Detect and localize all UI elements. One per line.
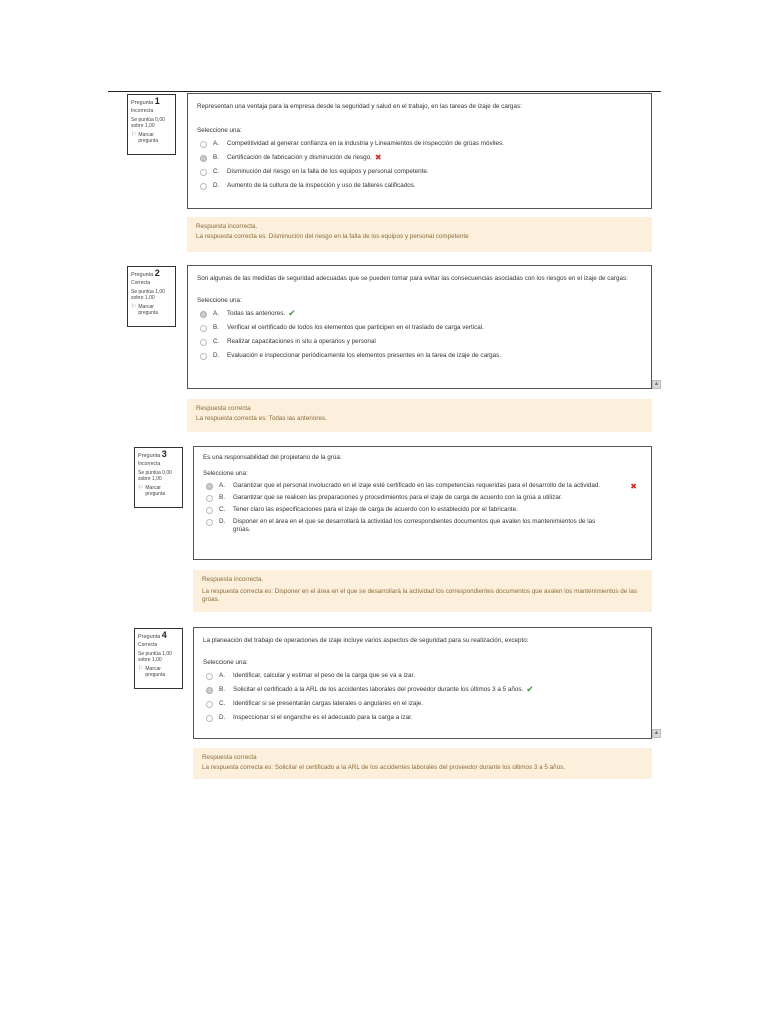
feedback-box: [187, 217, 652, 252]
answer-option[interactable]: [197, 321, 642, 335]
radio-button[interactable]: [200, 325, 207, 332]
flag-icon: ⚐: [138, 485, 144, 491]
flag-label: Marcar pregunta: [138, 304, 159, 316]
answer-options: [203, 480, 637, 536]
question-state: Incorrecta: [131, 108, 154, 114]
feedback-text: La respuesta correcta es: Disponer en el área en el que se desarrollará la actividad los correspondientes documentos que avalen los mantenimientos de las grúas.: [202, 588, 638, 603]
answer-option[interactable]: [197, 165, 642, 179]
option-text: Todas las anteriores.: [227, 310, 286, 317]
option-letter: A.: [219, 672, 225, 679]
feedback-title: Respuesta incorrecta.: [202, 576, 264, 583]
answer-options: [203, 669, 642, 725]
option-text: Garantizar que se realicen las preparaciones y procedimientos para el izaje de carga de acuerdo con la grúa a utilizar.: [233, 494, 563, 501]
answer-option[interactable]: [203, 683, 642, 697]
answer-prompt: Seleccione una:: [203, 470, 248, 477]
question-text: La planeación del trabajo de operaciones de izaje incluye varios aspectos de seguridad para su realización, excepto:: [203, 637, 529, 644]
radio-button[interactable]: [206, 507, 213, 514]
radio-button[interactable]: [200, 169, 207, 176]
top-divider: [108, 91, 661, 92]
answer-option[interactable]: [197, 151, 642, 165]
flag-question-button[interactable]: [131, 132, 172, 144]
feedback-text: La respuesta correcta es: Todas las anteriores.: [196, 415, 327, 422]
answer-options: [197, 137, 642, 193]
option-text: Evaluación e inspeccionar periódicamente los elementos presentes en la tarea de izaje de cargas.: [227, 352, 502, 359]
radio-button[interactable]: [200, 353, 207, 360]
question-grade: Se puntúa 1,00 sobre 1,00: [138, 651, 172, 663]
radio-button[interactable]: [206, 519, 213, 526]
option-text: Disponer en el área en el que se desarrollará la actividad los correspondientes documentos que avalen los mantenimientos de las grúas.: [233, 518, 596, 533]
flag-label: Marcar pregunta: [138, 132, 159, 144]
question-content: [187, 93, 652, 209]
option-text: Competitividad al generar confianza en la industria y Lineamientos de inspección de grúas móviles.: [227, 140, 504, 147]
question-content: [193, 627, 652, 739]
option-letter: B.: [219, 686, 225, 693]
option-letter: A.: [213, 310, 219, 317]
radio-button-selected[interactable]: [206, 687, 213, 694]
answer-option[interactable]: [197, 335, 642, 349]
option-text: Identificar, calcular y estimar el peso de la carga que se va a izar.: [233, 672, 416, 679]
feedback-title: Respuesta correcta: [202, 754, 257, 761]
option-letter: B.: [219, 494, 225, 501]
flag-question-button[interactable]: [138, 485, 179, 497]
option-text: Certificación de fabricación y disminución de riesgo.: [227, 154, 372, 161]
radio-button-selected[interactable]: [206, 483, 213, 490]
question-grade: Se puntúa 0,00 sobre 1,00: [131, 117, 165, 129]
feedback-title: Respuesta incorrecta.: [196, 223, 258, 230]
answer-option[interactable]: [197, 179, 642, 193]
option-letter: A.: [213, 140, 219, 147]
option-letter: A.: [219, 482, 225, 489]
question-info: [127, 266, 176, 327]
option-text: Identificar si se presentarán cargas laterales o angulares en el izaje.: [233, 700, 424, 707]
radio-button[interactable]: [206, 701, 213, 708]
feedback-box: [193, 570, 652, 612]
answer-prompt: Seleccione una:: [197, 297, 242, 304]
option-text: Verificar el certificado de todos los elementos que participen en el traslado de carga vertical.: [227, 324, 484, 331]
flag-icon: ⚐: [131, 132, 137, 138]
option-letter: C.: [219, 506, 226, 513]
cross-icon: ✖: [374, 153, 382, 162]
option-letter: B.: [213, 324, 219, 331]
answer-prompt: Seleccione una:: [203, 659, 248, 666]
question-content: [187, 265, 652, 389]
question-info: [127, 94, 176, 155]
radio-button[interactable]: [206, 673, 213, 680]
option-text: Realizar capacitaciones in situ a operarios y personal: [227, 338, 376, 345]
answer-option[interactable]: [203, 480, 637, 492]
flag-question-button[interactable]: [131, 304, 172, 316]
option-text: Tener claro las especificaciones para el izaje de carga de acuerdo con lo establecido por el fabricante.: [233, 506, 518, 513]
answer-option[interactable]: [203, 711, 642, 725]
option-letter: D.: [213, 182, 220, 189]
flag-icon: ⚐: [138, 666, 144, 672]
radio-button[interactable]: [200, 141, 207, 148]
question-state: Incorrecta: [138, 461, 161, 467]
answer-option[interactable]: [203, 697, 642, 711]
question-content: [193, 446, 652, 560]
question-state: Correcta: [131, 280, 151, 286]
question-info: [134, 628, 183, 689]
check-icon: ✔: [288, 308, 296, 318]
radio-button[interactable]: [206, 495, 213, 502]
scroll-up-icon[interactable]: ▲: [653, 381, 660, 387]
flag-label: Marcar pregunta: [145, 485, 166, 497]
feedback-text: La respuesta correcta es: Solicitar el certificado a la ARL de los accidentes laborales del proveedor durante los últimos 3 a 5 años.: [202, 764, 566, 771]
question-info: [134, 447, 183, 508]
answer-option[interactable]: [197, 349, 642, 363]
question-label: Pregunta: [131, 272, 154, 278]
radio-button-selected[interactable]: [200, 155, 207, 162]
feedback-box: [187, 399, 652, 432]
answer-options: [197, 307, 642, 363]
answer-option[interactable]: [203, 504, 609, 516]
radio-button[interactable]: [200, 183, 207, 190]
question-grade: Se puntúa 1,00 sobre 1,00: [131, 289, 165, 301]
answer-option[interactable]: [203, 492, 609, 504]
option-text: Disminución del riesgo en la falla de los equipos y personal competente.: [227, 168, 429, 175]
feedback-title: Respuesta correcta: [196, 405, 251, 412]
option-letter: C.: [213, 168, 220, 175]
question-label: Pregunta: [131, 100, 154, 106]
scroll-up-icon[interactable]: ▲: [653, 730, 660, 736]
option-letter: D.: [219, 714, 226, 721]
option-text: Garantizar que el personal involucrado en el izaje esté certificado en las competencias requeridas para el desarrollo de la actividad.: [233, 482, 601, 489]
radio-button[interactable]: [200, 339, 207, 346]
cross-icon: ✖: [630, 482, 637, 491]
question-text: Son algunas de las medidas de seguridad adecuadas que se pueden tomar para evitar las consecuencias asociadas con los riesgos en el izaje de cargas:: [197, 275, 628, 282]
option-letter: C.: [213, 338, 220, 345]
flag-icon: ⚐: [131, 304, 137, 310]
question-grade: Se puntúa 0,00 sobre 1,00: [138, 470, 172, 482]
radio-button-selected[interactable]: [200, 311, 207, 318]
question-state: Correcta: [138, 642, 158, 648]
question-label: Pregunta: [138, 453, 161, 459]
question-number: 1: [154, 96, 160, 106]
question-label: Pregunta: [138, 634, 161, 640]
option-letter: D.: [219, 518, 226, 525]
question-number: 3: [161, 449, 167, 459]
option-text: Aumento de la cultura de la inspección y uso de talleres calificados.: [227, 182, 416, 189]
option-letter: B.: [213, 154, 219, 161]
flag-question-button[interactable]: [138, 666, 179, 678]
question-text: Representan una ventaja para la empresa desde la seguridad y salud en el trabajo, en las tareas de izaje de cargas:: [197, 103, 522, 110]
answer-option[interactable]: [197, 137, 642, 151]
option-letter: C.: [219, 700, 226, 707]
radio-button[interactable]: [206, 715, 213, 722]
answer-prompt: Seleccione una:: [197, 127, 242, 134]
flag-label: Marcar pregunta: [145, 666, 166, 678]
feedback-box: [193, 748, 652, 779]
feedback-text: La respuesta correcta es: Disminución del riesgo en la falla de los equipos y personal competente: [196, 233, 469, 240]
check-icon: ✔: [526, 684, 534, 694]
option-text: Solicitar el certificado a la ARL de los accidentes laborales del proveedor durante los últimos 3 a 5 años.: [233, 686, 524, 693]
answer-option[interactable]: [203, 516, 609, 536]
option-letter: D.: [213, 352, 220, 359]
question-number: 4: [161, 630, 167, 640]
question-text: Es una responsabilidad del propietario de la grúa:: [203, 454, 342, 461]
answer-option[interactable]: [197, 307, 642, 321]
answer-option[interactable]: [203, 669, 642, 683]
question-number: 2: [154, 268, 160, 278]
option-text: Inspeccionar si el enganche es el adecuado para la carga a izar.: [233, 714, 413, 721]
